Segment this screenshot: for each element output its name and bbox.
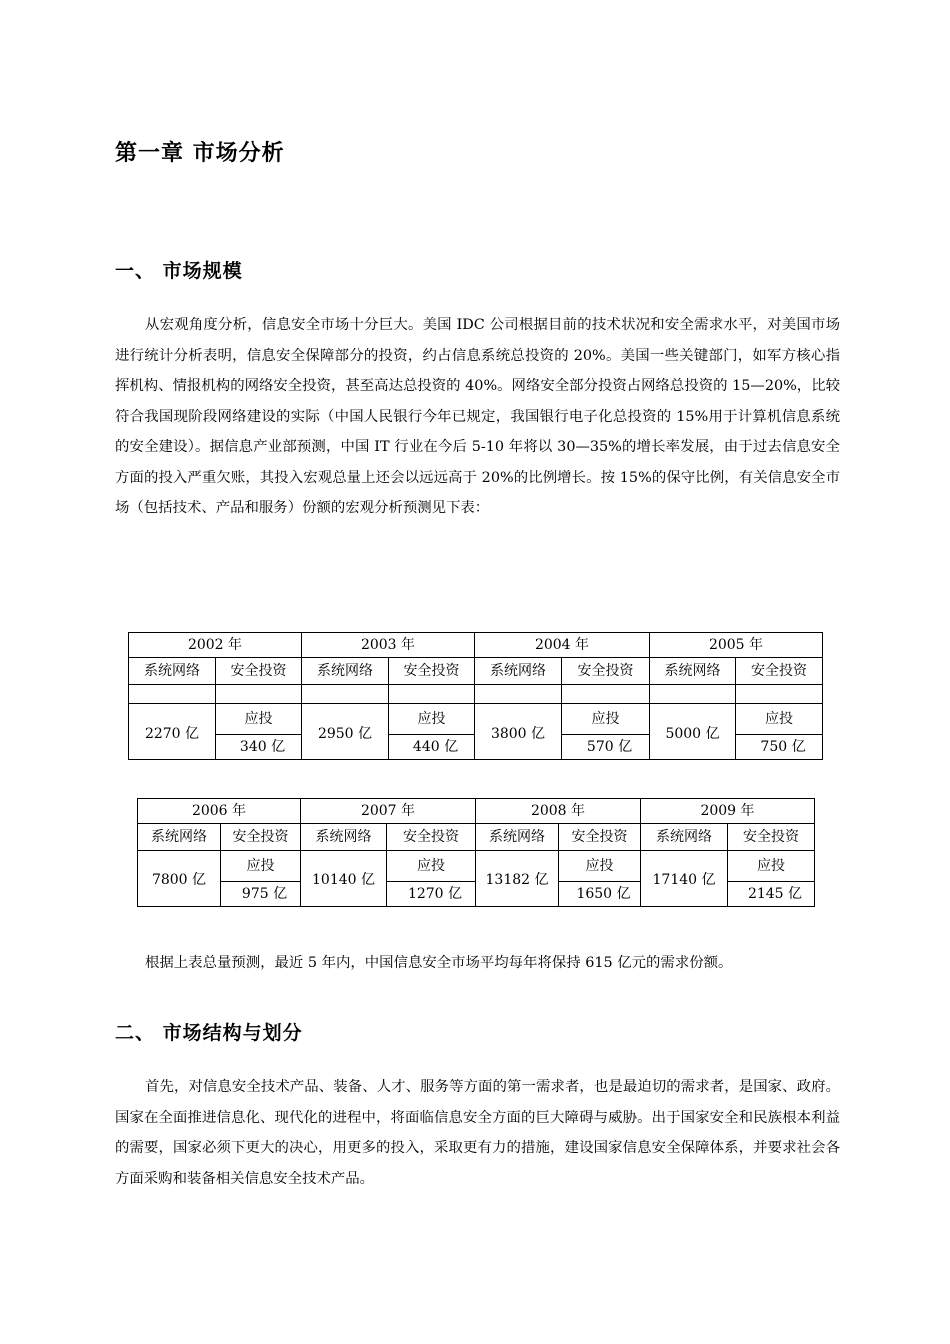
security-investment-value: 2145 亿 — [728, 882, 815, 907]
system-network-header: 系统网络 — [475, 658, 562, 685]
table-row — [129, 685, 823, 704]
invest-label: 应投 — [736, 704, 823, 735]
chapter-title: 第一章 市场分析 — [115, 141, 285, 166]
year-cell: 2003 年 — [302, 633, 475, 658]
security-investment-header: 安全投资 — [387, 824, 476, 851]
security-investment-header: 安全投资 — [736, 658, 823, 685]
year-cell: 2002 年 — [129, 633, 302, 658]
invest-label: 应投 — [387, 851, 476, 882]
system-network-header: 系统网络 — [129, 658, 216, 685]
system-network-value: 2950 亿 — [302, 704, 389, 760]
security-investment-value: 1270 亿 — [387, 882, 476, 907]
section-heading-market-structure: 二、 市场结构与划分 — [115, 1022, 303, 1044]
section-heading-market-scale: 一、 市场规模 — [115, 260, 243, 282]
table-row — [138, 799, 815, 824]
system-network-value: 10140 亿 — [301, 851, 387, 907]
system-network-value: 13182 亿 — [476, 851, 559, 907]
system-network-value: 5000 亿 — [650, 704, 736, 760]
system-network-header: 系统网络 — [302, 658, 389, 685]
invest-label: 应投 — [221, 851, 301, 882]
security-investment-value: 750 亿 — [736, 735, 823, 760]
security-investment-header: 安全投资 — [559, 824, 641, 851]
year-cell: 2007 年 — [301, 799, 476, 824]
system-network-value: 2270 亿 — [129, 704, 216, 760]
year-cell: 2005 年 — [650, 633, 823, 658]
security-investment-header: 安全投资 — [728, 824, 815, 851]
table-row — [138, 851, 815, 882]
market-scale-paragraph: 从宏观角度分析，信息安全市场十分巨大。美国 IDC 公司根据目前的技术状况和安全需求水平，对美国市场进行统计分析表明，信息安全保障部分的投资，约占信息系统总投资的 20%。美国一些关键部门，如军方核心指挥机构、情报机构的网络安全投资，甚至高达总投资的 40%。网络安全部分投资占网络总投资的 15—20%，比较符合我国现阶段网络建设的实际（中国人民银行今年已规定，我国银行电子化总投资的 15%用于计算机信息系统的安全建设）。据信息产业部预测，中国 IT 行业在今后 5-10 年将以 30—35%的增长率发展，由于过去信息安全方面的投入严重欠账，其投入宏观总量上还会以远远高于 20%的比例增长。按 15%的保守比例，有关信息安全市场（包括技术、产品和服务）份额的宏观分析预测见下表： — [115, 317, 840, 516]
market-structure-paragraph: 首先，对信息安全技术产品、装备、人才、服务等方面的第一需求者，也是最迫切的需求者，是国家、政府。国家在全面推进信息化、现代化的进程中，将面临信息安全方面的巨大障碍与威胁。出于国家安全和民族根本利益的需要，国家必须下更大的决心，用更多的投入，采取更有力的措施，建设国家信息安全保障体系，并要求社会各方面采购和装备相关信息安全技术产品。 — [115, 1079, 840, 1187]
year-cell: 2006 年 — [138, 799, 301, 824]
system-network-header: 系统网络 — [641, 824, 728, 851]
invest-label: 应投 — [216, 704, 302, 735]
table-row — [129, 633, 823, 658]
forecast-table-2002-2005 — [128, 632, 823, 760]
year-cell: 2008 年 — [476, 799, 641, 824]
invest-label: 应投 — [728, 851, 815, 882]
year-cell: 2004 年 — [475, 633, 650, 658]
security-investment-value: 440 亿 — [389, 735, 475, 760]
table-row — [138, 824, 815, 851]
system-network-header: 系统网络 — [476, 824, 559, 851]
invest-label: 应投 — [389, 704, 475, 735]
security-investment-value: 570 亿 — [562, 735, 650, 760]
table-row — [129, 658, 823, 685]
system-network-header: 系统网络 — [138, 824, 221, 851]
security-investment-value: 340 亿 — [216, 735, 302, 760]
year-cell: 2009 年 — [641, 799, 815, 824]
security-investment-header: 安全投资 — [562, 658, 650, 685]
security-investment-header: 安全投资 — [389, 658, 475, 685]
forecast-summary: 根据上表总量预测，最近 5 年内，中国信息安全市场平均每年将保持 615 亿元的需求份额。 — [145, 955, 733, 971]
security-investment-value: 975 亿 — [221, 882, 301, 907]
security-investment-header: 安全投资 — [221, 824, 301, 851]
security-investment-header: 安全投资 — [216, 658, 302, 685]
security-investment-value: 1650 亿 — [559, 882, 641, 907]
system-network-value: 7800 亿 — [138, 851, 221, 907]
forecast-table-2006-2009 — [137, 798, 815, 907]
invest-label: 应投 — [559, 851, 641, 882]
table-row — [129, 704, 823, 735]
system-network-value: 17140 亿 — [641, 851, 728, 907]
invest-label: 应投 — [562, 704, 650, 735]
system-network-header: 系统网络 — [650, 658, 736, 685]
system-network-value: 3800 亿 — [475, 704, 562, 760]
system-network-header: 系统网络 — [301, 824, 387, 851]
